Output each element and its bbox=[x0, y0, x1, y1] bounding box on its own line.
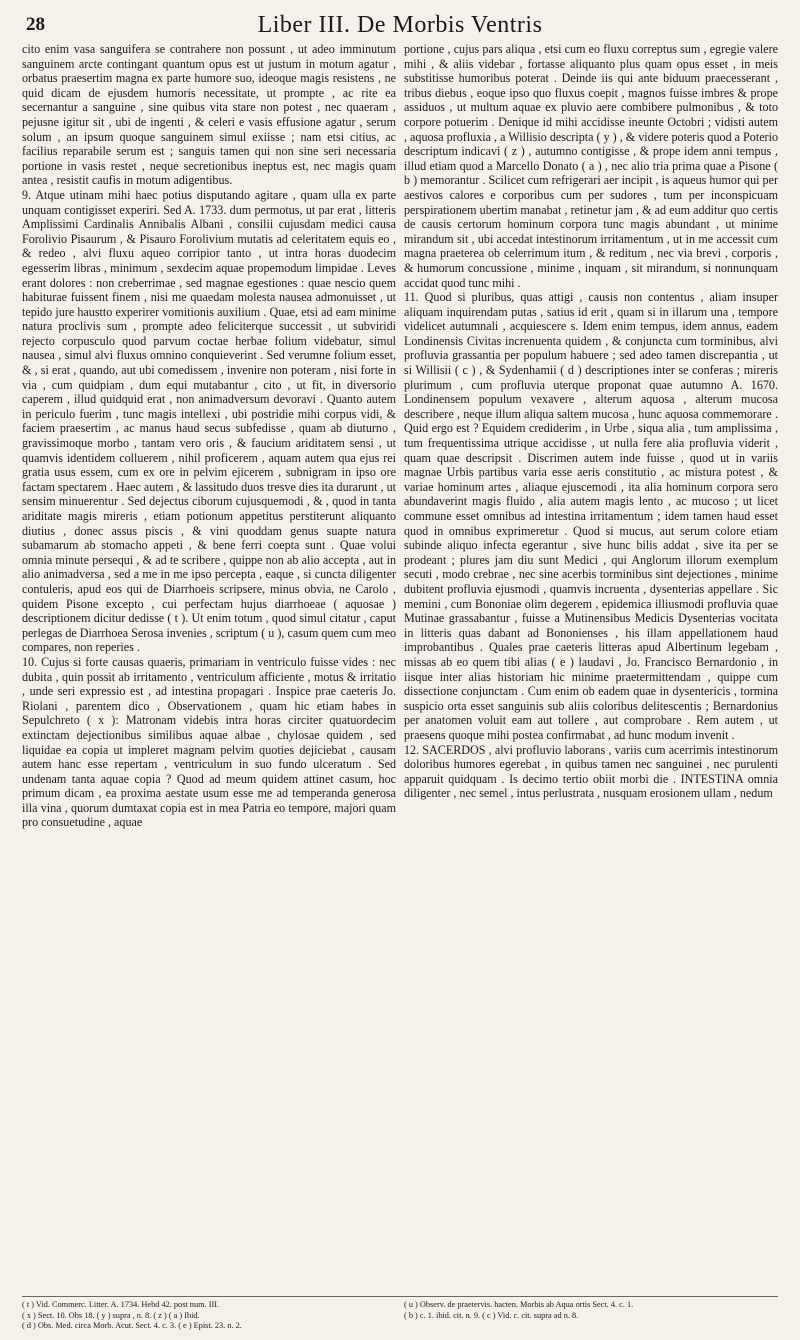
footnotes-right bbox=[404, 1300, 778, 1332]
paragraph: cito enim vasa sanguifera se contrahere non possunt , ut adeo imminutum sanguinem arcte contingant quantum opus est ut justum in motum agatur , orbatus praesertim magna ex parte humore suo, ideoque magis resistens , ne quid dicam de ejusdem humoris necessitate, ut prompte , ac rite ea secernantur a sanguine , sine quibus vita stare non potest , nec quaeram , pejusne igitur sit , ubi de ingenti , & celeri e vasis effusione agatur , serum solum , an ipsum quoque sanguinem simul exiisse ; nam etsi citius, ac facilius reparabile serum est ; sanguis tamen qui non sine seri necessaria portione in vasis restet , neque secretionibus ineptus est, nec magis quam antea , resistit caufis in motum adigentibus. bbox=[22, 42, 396, 188]
footnote: ( t ) Vid. Commerc. Litter. A. 1734. Hebd 42. post num. III. bbox=[22, 1300, 220, 1309]
left-column bbox=[22, 42, 396, 1282]
paragraph: 12. SACERDOS , alvi profluvio laborans , variis cum acerrimis intestinorum doloribus humores egerebat , in quibus tamen nec sanguinei , nec purulenti apparuit quidquam . Is decimo tertio obiit morbi die . INTESTINA omnia diligenter , nec semel , intus perlustrata , nusquam erosionem ullam , nedum bbox=[404, 742, 778, 801]
text-columns bbox=[22, 42, 778, 1282]
page-header bbox=[22, 12, 778, 38]
running-head: Liber III. De Morbis Ventris bbox=[257, 12, 543, 38]
page-number: 28 bbox=[26, 14, 45, 35]
paragraph: 11. Quod si pluribus, quas attigi , causis non contentus , aliam insuper aliquam inquirendam putas , satius id erit , quam si in illarum una , tempore videlicet autumnali , acquiescere s. Idem enim tempus, idem annus, eadem Londinensis Civitas increnuenta quidem , & conjuncta cum torminibus, alvi profluvia grassantia per populum habuere ; sed adeo tamen discrepantia , ut si Willisii ( c ) , & Sydenhamii ( d ) descriptiones inter se conferas ; mireris plurimum , cum profluvia uterque proponat quae autumno A. 1670. Londinensem populum vexavere , alterum aquosa , alterum mucosa describere , neque illum aliqua saltem mucosa , hunc aquosa commemorare . Quid ergo est ? Equidem crediderim , in Urbe , siqua alia , tum amplissima , tum frequentissima utrique accidisse , ut nulla fere alia profluvia viderit , quam quae descripsit . Discrimen autem inde fuisse , quod ut in variis magnae Urbis partibus varia esse aeris constitutio , ac mistura potest , & variae hominum artes , aliaque ejuscemodi , ita alia hominum corpora sero abundaverint magis fluido , alia autem magis lento , ac mucoso ; ut licet commune esset omnibus ad intestina irritamentum ; idem tamen haud esset quod in omnibus exprimeretur . Quod si mucus, aut serum colore etiam subinde aliquo infecta egerantur , sive hunc bilis addat , sive ita per se prodeant ; plures jam diu sunt Medici , qui Anglorum illorum exemplum secuti , modo crebrae , nec sine acerbis torminibus sint dejectiones , minime dubitent profluvia ejusmodi , quamvis incruenta , dysenterias appellare . Sic memini , cum Bononiae olim degerem , epidemica illiusmodi profluvia quae Mutinae grassabantur , fuisse a Mutinensibus Medicis Dysenterias vocitata in litteris quas dabant ad Bononienses , his illam appellationem haud improbantibus . Quales prae caeteris litteras apud Albertinum legebam , missas ab eo quem tibi alias ( e ) laudavi , Jo. Francisco Bernardonio , in iisque inter alias historiam hic minime praetermittendam , quippe cum dissectione conjunctam . Cum enim ob eadem quae in dysentericis , tormina suspicio orta esset sanguinis sub aliis coloribus delitescentis ; Bernardonius per anatomen voluit eam aut tollere , aut comprobare . Rem autem , ut praesens quoque mihi postea confirmabat , ad hunc modum invenit . bbox=[404, 290, 778, 742]
paragraph: portione , cujus pars aliqua , etsi cum eo fluxu correptus sum , egregie valere mihi , & aliis videbar , fortasse aliquanto plus quam opus esset , in meis substitisse humoribus poterat . Deinde iis qui ante biduum praecesserant , tribus diebus , eoque ipso quo fluxus coepit , magnos fuisse imbres & prope assiduos , ut multum aquae ex pluvio aere combibere pulmonibus , & toto corpore potuerim . Denique id mihi accidisse ineunte Octobri ; vidisti autem , aquosa profluxia , a Willisio descripta ( y ) , & videre poteris quod a Poterio descriptum indicavi ( z ) , autumno contigisse , & prope idem anni tempus , illud etiam quod a Marcello Donato ( a ) , nec alio tria prima quae a Pisone ( b ) memorantur . Scilicet cum refrigerari aer incipit , is aqueus humor qui per aestivos calores e corporibus cum per sudores , tum per inconspicuam perspirationem ubertim manabat , retinetur jam , & ad eum additur quo certis de causis certorum hominum corpora tunc magis abundant , ut minime mirandum sit , ubi accedat intestinorum irritamentum , ut in me accessit cum magna praeterea ob celerrimum itum , & reditum , nec via brevi , corporis , & humorum concussione , minime , inquam , sit mirandum, si nonnunquam accidat quod tunc mihi . bbox=[404, 42, 778, 290]
footnote: ( x ) Sect. 10. Obs 18. ( y ) supra , n. 8. ( z ) ( a ) Ibid. bbox=[22, 1310, 200, 1320]
footnote: ( u ) Observ. de praetervis. hacten. Morbis ab Aqua ortis Sect. 4. c. 1. bbox=[404, 1300, 634, 1309]
paragraph: 9. Atque utinam mihi haec potius disputando agitare , quam ulla ex parte unquam contigisset experiri. Sed A. 1733. dum permotus, ut par erat , litteris Amplissimi Cardinalis Annibalis Albani , consilii cujusdam medici causa Forolivio Pisaurum , & Pisauro Forolivium mutatis ad celeritatem equis eo , & redeo , alvi fluxu aqueo corripior tanto , ut intra horas duodecim egesserim libras , minimum , sexdecim aquae propemodum limpidae . Leves erant dolores : non creberrimae , sed magnae egestiones : quae nescio quem habiturae fuissent finem , nisi me quaedam molesta nausea admonuisset , ut tepido jure haustto experirer vomitionis auxilium . Quae, etsi ad eam minime natura proclivis sum , prompte adeo feliciterque successit , ut subviridi rejecto corpusculo quod parvum coctae herbae folium videbatur, simul nausea , simul alvi fluxus omnino conquieverint . Sed verumne folium esset, & , si erat , quando, aut ubi comedissem , invenire non poteram , nisi forte in via , cum quidpiam , dum equi mutabantur , cito , ut fit, in diversorio caperem , illud quidquid erat , non animadversum devoravi . Quanto autem in periculo fuerim , tunc magis intellexi , ubi postridie mihi corpus vidi, & faciem praesertim , ac manus haud secus subfedisse , quam ab diuturno , gravissimoque morbo , tantam vero oris , & faucium ariditatem sensi , ut quamvis identidem colluerem , nihil proficerem , aquam autem qua ejus rei gratia usus essem, cum ex ore in pelvim ejicerem , subnigram in ipso ore factam spectarem . Haec autem , & lassitudo duos tresve dies ita durarunt , ut sensim minuerentur . Sed dejectus ciborum cujusquemodi , & , quod in tanta ariditate magis mireris , etiam potionum appetitus perstiterunt aliquanto diutius , donec assus piscis , & vini quoddam genus suapte natura subamarum ab stomacho appeti , & bene ferri coepta sunt . Quae volui omnia minute persequi , & ad te scribere , quippe non ab alio accepta , aut in alio animadversa , sed a me in me ipso percepta , eaque , si cuncta diligenter contuleris, apud eos qui de Diarrhoeis scripsere, minus obvia, ne Carolo , quidem Pisone excepto , cui perfectam hujus diarrhoeae ( aquosae ) descriptionem dicitur dedisse ( t ). Ut enim totum , quod simul citatur , caput perlegas de Diarrhoea Serosa invenies , scriptum ( u ), casum quem cum meo compares, non reperies . bbox=[22, 187, 396, 655]
footnote: ( b ) c. 1. ibid. cit. n. 9. ( c ) Vid. c. cit. supra ad n. 8. bbox=[404, 1310, 579, 1320]
paragraph: 10. Cujus si forte causas quaeris, primariam in ventriculo fuisse vides : nec dubita , quin possit ab irritamento , ventriculum afficiente , motus & irritatio , unde seri expressio est , ad intestina propagari . Inspice prae caeteris Jo. Riolani , parentem dico , Observationem , quam hic etiam habes in Sepulchreto ( x ): Matronam videbis intra horas circiter quatuordecim extinctam dejectionibus similibus aquae albae , chylosae quidem , sed liquidae ea copia ut impleret magnam pelvim quoties dejiciebat , causam autem hanc esse repertam , ventriculum in suo fundo ulceratum . Sed undenam tanta aquae copia ? Quod ad meum quidem attinet casum, hoc primum dicam , ea proxima aestate usum esse me ad temperanda generosa illa vina , quorum dumtaxat copia est in mea Patria eo tempore, majori quam pro consuetudine , aquae bbox=[22, 654, 396, 830]
footnotes-left bbox=[22, 1300, 396, 1332]
footnotes bbox=[22, 1296, 778, 1332]
right-column bbox=[404, 42, 778, 1282]
footnote: ( d ) Obs. Med. circa Morb. Acut. Sect. 4. c. 3. ( e ) Epist. 23. n. 2. bbox=[22, 1321, 242, 1330]
